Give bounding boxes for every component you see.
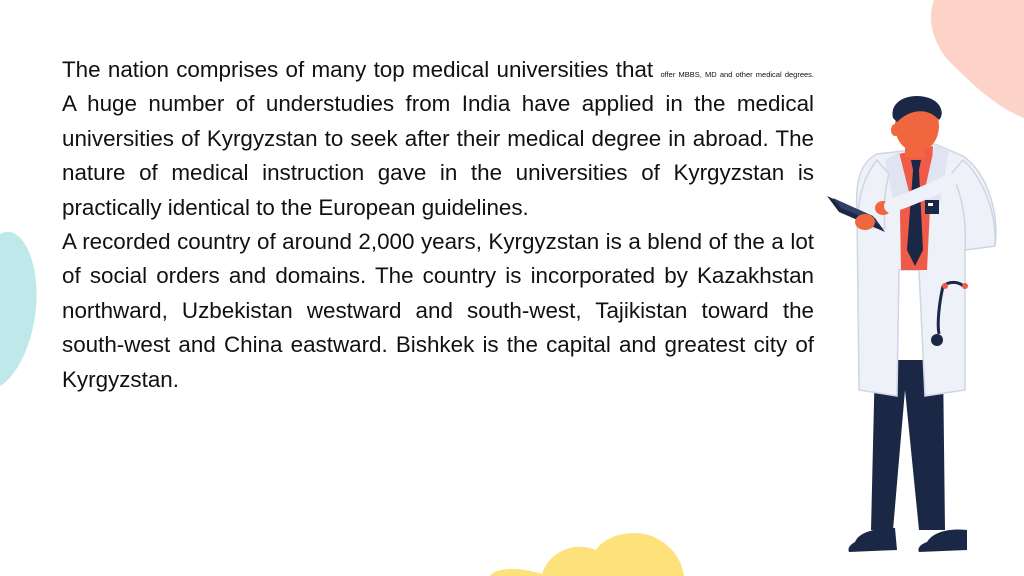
mint-blob-decoration (0, 222, 40, 392)
paragraph-1-lead: The nation comprises of many top medical universities that (62, 57, 661, 82)
paragraph-2: A recorded country of around 2,000 years, Kyrgyzstan is a blend of the a lot of social orders and domains. The country is incorporated by Kazakhstan northward, Uzbekistan westward and south-west, Tajikistan toward the south-west and China eastward. Bishkek is the capital and greatest city of Kyrgyzstan. (62, 229, 814, 392)
doctor-with-tablet-illustration (815, 90, 1015, 560)
body-text (62, 53, 814, 397)
paragraph-1-rest: A huge number of understudies from India have applied in the medical universities of Kyrgyzstan to seek after their medical degree in abroad. The nature of medical instruction gave in the universities of Kyrgyzstan is practically identical to the European guidelines. (62, 91, 814, 220)
paragraph-1-small-note: offer MBBS, MD and other medical degrees. (660, 70, 814, 79)
yellow-blob-decoration (486, 528, 686, 576)
paragraph-1 (62, 53, 814, 225)
